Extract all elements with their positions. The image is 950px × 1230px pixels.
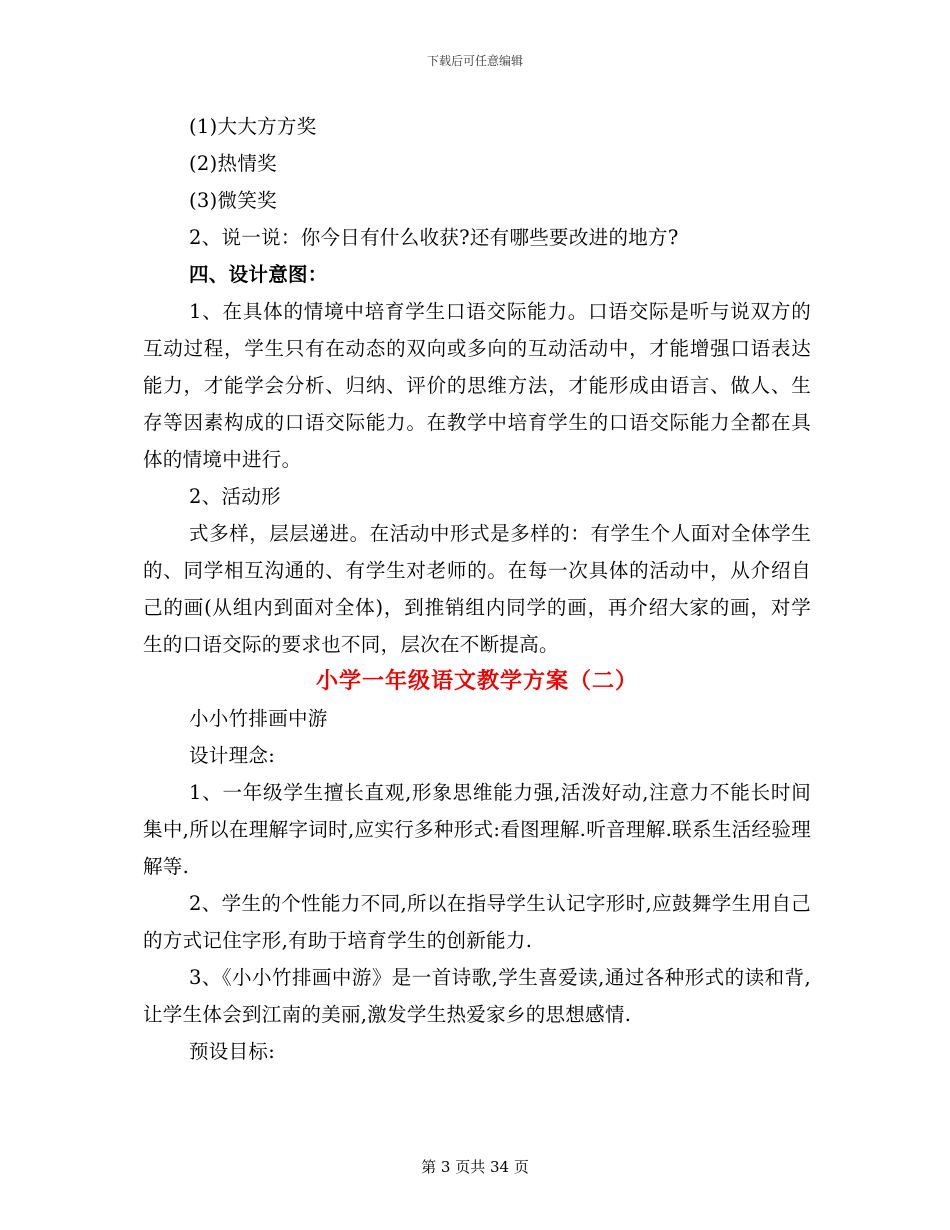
paragraph-design-intent-2-cont: 式多样，层层递进。在活动中形式是多样的：有学生个人面对全体学生的、同学相互沟通的、有学生对老师的。在每一次具体的活动中，从介绍自己的画(从组内到面对全体)，到推销组内同学的画，再介绍大家的画，对学生的口语交际的要求也不同，层次在不断提高。 <box>143 522 811 656</box>
section-heading-concept: 设计理念: <box>189 744 276 767</box>
paragraph-award-3: (3)微笑奖 <box>189 189 277 212</box>
page-footer: 第 3 页共 34 页 <box>421 1158 529 1176</box>
paragraph-award-2: (2)热情奖 <box>189 152 277 175</box>
document-body <box>143 108 811 1070</box>
paragraph-concept-3: 3、《小小竹排画中游》是一首诗歌,学生喜爱读,通过各种形式的读和背,让学生体会到江南的美丽,激发学生热爱家乡的思想感情. <box>143 966 811 1026</box>
paragraph-award-1: (1)大大方方奖 <box>189 115 317 138</box>
page-header: 下载后可任意编辑 <box>426 54 523 68</box>
paragraph-concept-2: 2、学生的个性能力不同,所以在指导学生认记字形时,应鼓舞学生用自己的方式记住字形,有助于培育学生的创新能力. <box>143 892 811 952</box>
paragraph-concept-1: 1、一年级学生擅长直观,形象思维能力强,活泼好动,注意力不能长时间集中,所以在理解字词时,应实行多种形式:看图理解.听音理解.联系生活经验理解等. <box>143 781 811 878</box>
paragraph-design-intent-1: 1、在具体的情境中培育学生口语交际能力。口语交际是听与说双方的互动过程，学生只有在动态的双向或多向的互动活动中，才能增强口语表达能力，才能学会分析、归纳、评价的思维方法，才能形成由语言、做人、生存等因素构成的口语交际能力。在教学中培育学生的口语交际能力全都在具体的情境中进行。 <box>143 300 811 471</box>
paragraph-talk: 2、说一说：你今日有什么收获?还有哪些要改进的地方? <box>189 226 679 249</box>
section-heading-goals: 预设目标: <box>189 1040 276 1063</box>
document-title: 小学一年级语文教学方案（二） <box>315 668 638 694</box>
paragraph-design-intent-2: 2、活动形 <box>189 485 281 508</box>
section-heading-design-intent: 四、设计意图： <box>189 263 328 286</box>
lesson-name: 小小竹排画中游 <box>189 707 328 730</box>
